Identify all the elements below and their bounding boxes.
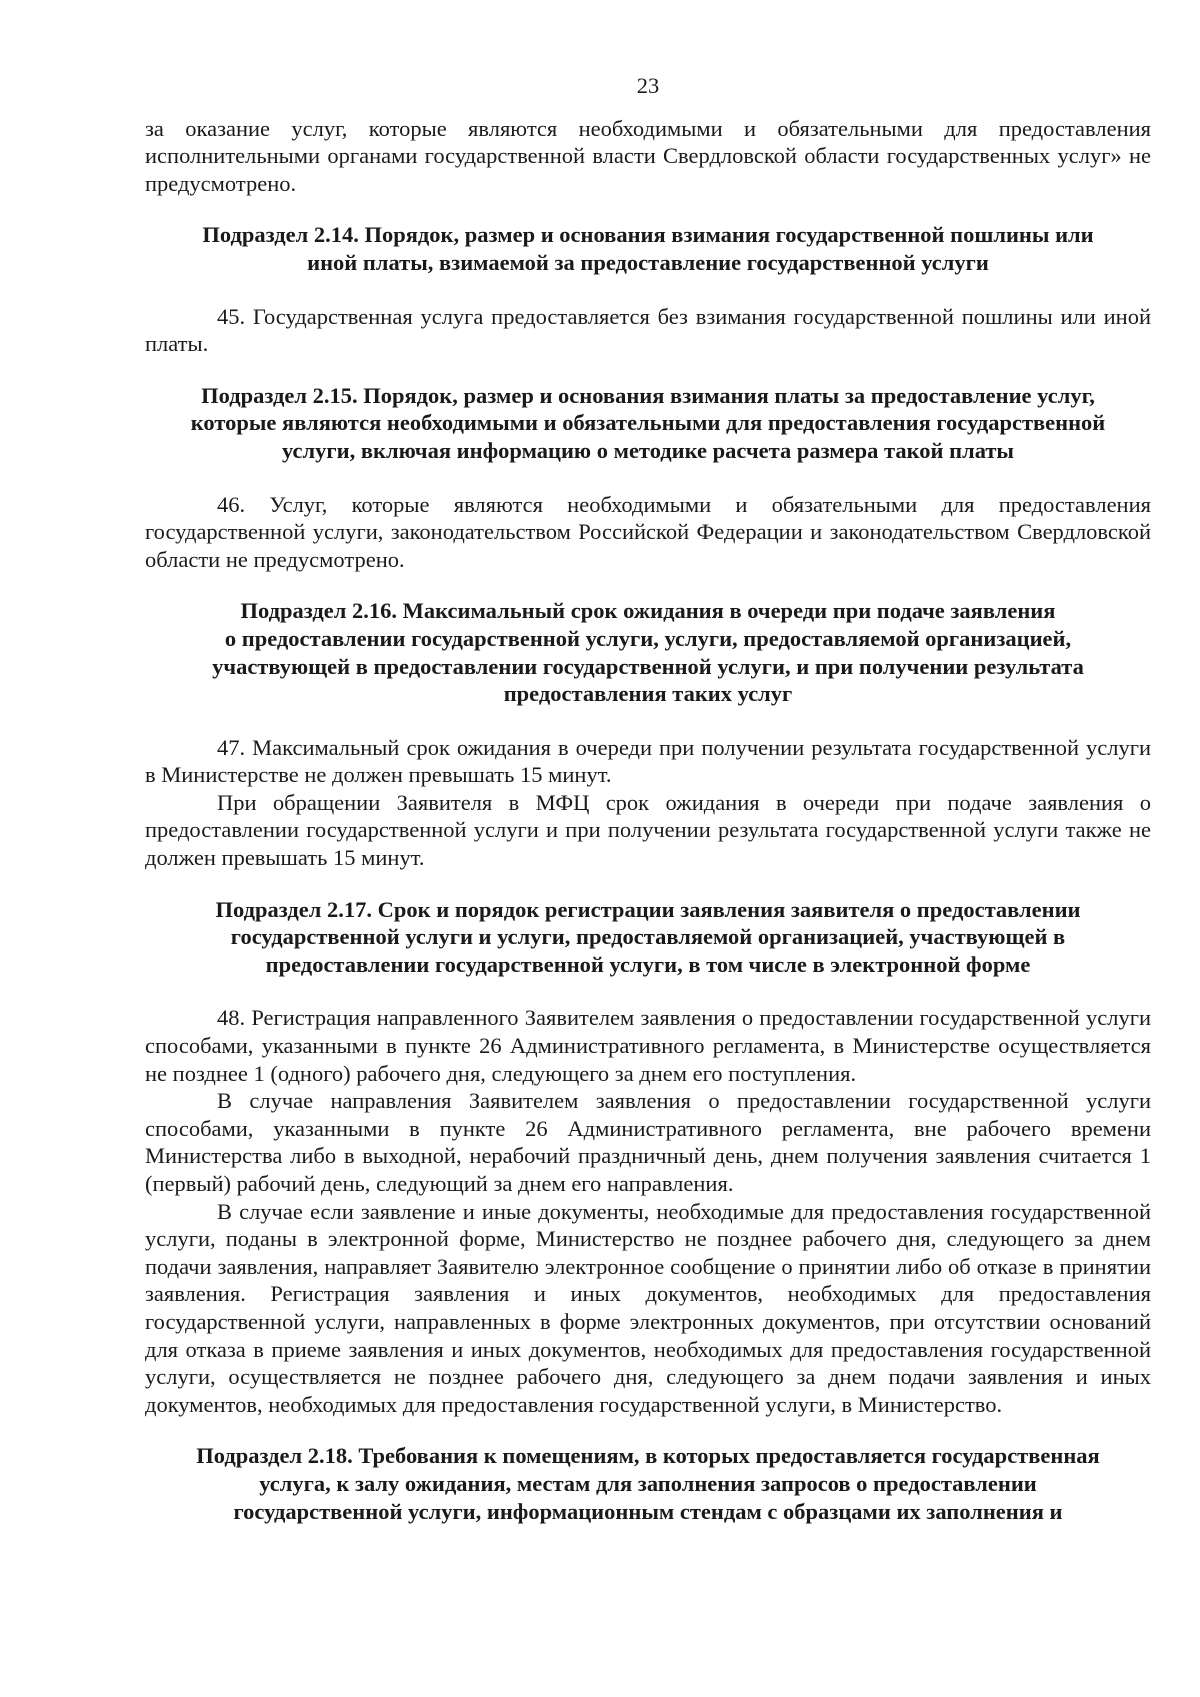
paragraph: В случае направления Заявителем заявления о предоставлении государственной услуги способами, указанными в пункте 26 Административного регламента, вне рабочего времени Министерства либо в выходной, нерабочий праздничный день, днем получения заявления считается 1 (первый) рабочий день, следующий за днем его направления. — [145, 1088, 1151, 1196]
document-page — [145, 72, 1151, 1551]
section-heading: Подраздел 2.18. Требования к помещениям, в которых предоставляется государственная услуга, к залу ожидания, местам для заполнения запросов о предоставлении государственной услуги, информационным стендам с образцами их заполнения и — [196, 1443, 1100, 1524]
paragraph: 48. Регистрация направленного Заявителем заявления о предоставлении государственной услуги способами, указанными в пункте 26 Административного регламента, в Министерстве осуществляется не позднее 1 (одного) рабочего дня, следующего за днем его поступления. — [145, 1005, 1151, 1086]
section-heading: Подраздел 2.15. Порядок, размер и основания взимания платы за предоставление услуг, которые являются необходимыми и обязательными для предоставления государственной услуги, включая информацию о методике расчета размера такой платы — [190, 382, 1106, 463]
paragraph: 47. Максимальный срок ожидания в очереди при получении результата государственной услуги в Министерстве не должен превышать 15 минут. — [145, 734, 1151, 788]
paragraph: При обращении Заявителя в МФЦ срок ожидания в очереди при подаче заявления о предоставлении государственной услуги и при получении результата государственной услуги также не должен превышать 15 минут. — [145, 789, 1151, 871]
paragraph: 46. Услуг, которые являются необходимыми и обязательными для предоставления государственной услуги, законодательством Российской Федерации и законодательством Свердловской области не предусмотрено. — [145, 491, 1151, 572]
paragraph: В случае если заявление и иные документы, необходимые для предоставления государственной услуги, поданы в электронной форме, Министерство не позднее рабочего дня, следующего за днем подачи заявления, направляет Заявителю электронное сообщение о принятии либо об отказе в принятии заявления. Регистрация заявления и иных документов, необходимых для предоставления государственной услуги, направленных в форме электронных документов, при отсутствии оснований для отказа в приеме заявления и иных документов, необходимых для предоставления государственной услуги, осуществляется не позднее рабочего дня, следующего за днем подачи заявления и иных документов, необходимых для предоставления государственной услуги, в Министерство. — [145, 1198, 1151, 1417]
document-body — [145, 115, 1151, 1526]
section-heading: Подраздел 2.17. Срок и порядок регистрации заявления заявителя о предоставлении государственной услуги и услуги, предоставляемой организацией, участвующей в предоставлении государственной услуги, в том числе в электронной форме — [215, 896, 1081, 977]
section-heading: Подраздел 2.16. Максимальный срок ожидания в очереди при подаче заявления о предоставлении государственной услуги, услуги, предоставляемой организацией, участвующей в предоставлении государственной услуги, и при получении результата предоставления таких услуг — [212, 598, 1084, 707]
page-number: 23 — [636, 73, 660, 98]
section-heading: Подраздел 2.14. Порядок, размер и основания взимания государственной пошлины или иной платы, взимаемой за предоставление государственной услуги — [202, 222, 1094, 275]
paragraph: 45. Государственная услуга предоставляется без взимания государственной пошлины или иной платы. — [145, 303, 1151, 357]
paragraph: за оказание услуг, которые являются необходимыми и обязательными для предоставления исполнительными органами государственной власти Свердловской области государственных услуг» не предусмотрено. — [145, 115, 1151, 196]
